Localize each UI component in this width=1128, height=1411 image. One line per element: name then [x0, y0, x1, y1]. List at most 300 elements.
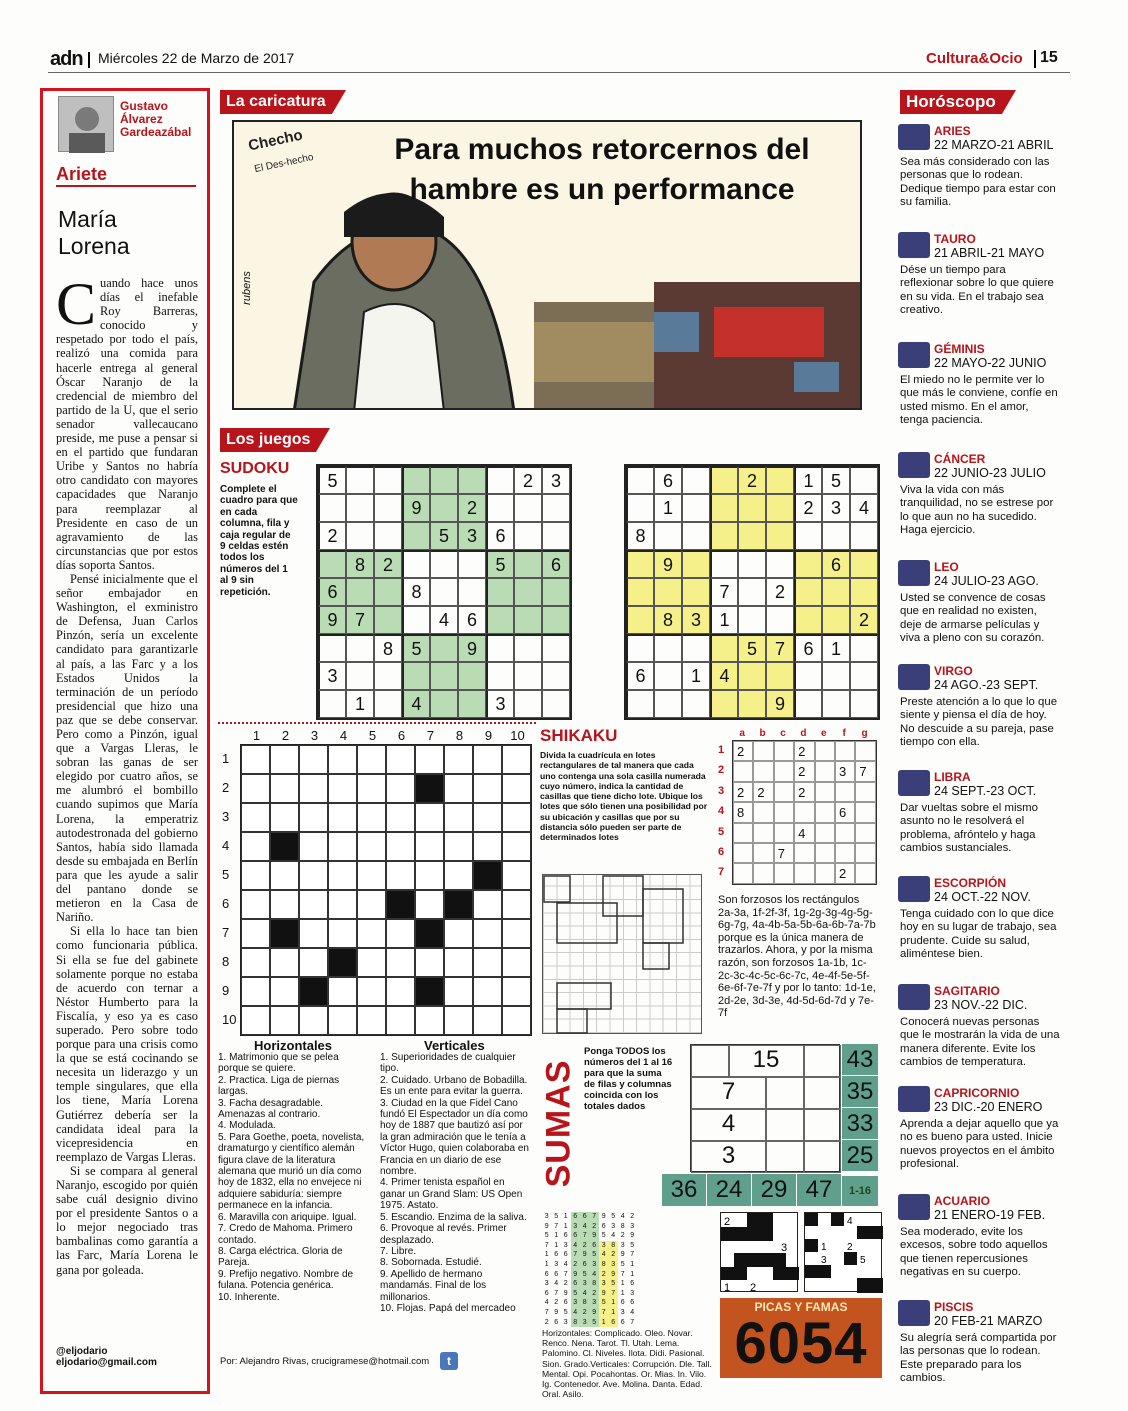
- sudoku-cell[interactable]: [794, 578, 822, 606]
- sudoku-cell[interactable]: [626, 550, 654, 578]
- crossword-cell[interactable]: [444, 948, 473, 977]
- sudoku-cell[interactable]: [682, 550, 710, 578]
- crossword-cell[interactable]: [270, 745, 299, 774]
- sudoku-cell[interactable]: 2: [766, 578, 794, 606]
- sudoku-cell[interactable]: [514, 578, 542, 606]
- shikaku-cell[interactable]: [774, 823, 794, 843]
- sudoku-cell[interactable]: [514, 550, 542, 578]
- crossword-cell[interactable]: [502, 861, 531, 890]
- author-email[interactable]: eljodario@gmail.com: [56, 1357, 157, 1368]
- shikaku-grid[interactable]: [732, 740, 877, 885]
- sudoku-cell[interactable]: [822, 522, 850, 550]
- crossword-cell[interactable]: [386, 803, 415, 832]
- crossword-cell[interactable]: [328, 774, 357, 803]
- crossword-cell[interactable]: [357, 832, 386, 861]
- crossword-cell[interactable]: [473, 774, 502, 803]
- sudoku-cell[interactable]: 6: [318, 578, 346, 606]
- crossword-cell[interactable]: [328, 977, 357, 1006]
- crossword-cell[interactable]: [328, 745, 357, 774]
- sudoku-cell[interactable]: [794, 690, 822, 718]
- sudoku-cell[interactable]: 5: [430, 522, 458, 550]
- shikaku-cell[interactable]: [835, 782, 855, 802]
- shikaku-cell[interactable]: [774, 863, 794, 883]
- sudoku-cell[interactable]: 5: [318, 466, 346, 494]
- shikaku-cell[interactable]: [753, 823, 773, 843]
- crossword-cell[interactable]: [270, 948, 299, 977]
- sudoku-cell[interactable]: [458, 662, 486, 690]
- sudoku-cell[interactable]: [738, 578, 766, 606]
- sudoku-cell[interactable]: 5: [402, 634, 430, 662]
- crossword-cell[interactable]: [386, 1006, 415, 1035]
- sudoku-cell[interactable]: [850, 578, 878, 606]
- sudoku-cell[interactable]: [486, 494, 514, 522]
- crossword-cell[interactable]: [473, 745, 502, 774]
- shikaku-cell[interactable]: 7: [774, 843, 794, 863]
- sudoku-cell[interactable]: [486, 466, 514, 494]
- sudoku-cell[interactable]: 9: [766, 690, 794, 718]
- shikaku-cell[interactable]: [815, 823, 835, 843]
- sudoku-cell[interactable]: 4: [710, 662, 738, 690]
- crossword-cell[interactable]: [415, 803, 444, 832]
- sudoku-cell[interactable]: [542, 662, 570, 690]
- crossword-grid[interactable]: [240, 744, 532, 1036]
- crossword-cell[interactable]: [415, 745, 444, 774]
- crossword-cell[interactable]: [299, 890, 328, 919]
- sudoku-cell[interactable]: [542, 606, 570, 634]
- twitter-handle[interactable]: @eljodario: [56, 1346, 108, 1357]
- crossword-cell[interactable]: [299, 774, 328, 803]
- crossword-cell[interactable]: [386, 948, 415, 977]
- crossword-cell[interactable]: [241, 890, 270, 919]
- sudoku-cell[interactable]: [486, 634, 514, 662]
- sudoku-cell[interactable]: [514, 634, 542, 662]
- shikaku-cell[interactable]: 2: [733, 741, 753, 761]
- sudoku-cell[interactable]: [654, 690, 682, 718]
- crossword-cell[interactable]: [502, 803, 531, 832]
- sudoku-cell[interactable]: [346, 634, 374, 662]
- sudoku-cell[interactable]: 2: [794, 494, 822, 522]
- shikaku-cell[interactable]: [753, 843, 773, 863]
- sudoku-cell[interactable]: [402, 606, 430, 634]
- crossword-cell[interactable]: [357, 774, 386, 803]
- crossword-cell[interactable]: [444, 803, 473, 832]
- shikaku-cell[interactable]: [855, 741, 875, 761]
- sudoku-cell[interactable]: [486, 578, 514, 606]
- crossword-cell[interactable]: [415, 890, 444, 919]
- sudoku-cell[interactable]: 1: [682, 662, 710, 690]
- sudoku-cell[interactable]: 6: [486, 522, 514, 550]
- shikaku-cell[interactable]: [855, 823, 875, 843]
- crossword-cell[interactable]: [473, 1006, 502, 1035]
- crossword-cell[interactable]: [328, 803, 357, 832]
- crossword-cell[interactable]: [299, 919, 328, 948]
- sudoku-cell[interactable]: [430, 690, 458, 718]
- shikaku-cell[interactable]: 2: [835, 863, 855, 883]
- shikaku-cell[interactable]: [815, 843, 835, 863]
- sudoku-cell[interactable]: [626, 606, 654, 634]
- sudoku-cell[interactable]: [850, 466, 878, 494]
- sudoku-cell[interactable]: [766, 494, 794, 522]
- sudoku-cell[interactable]: 2: [738, 466, 766, 494]
- crossword-cell[interactable]: [270, 803, 299, 832]
- sudoku-cell[interactable]: [430, 550, 458, 578]
- sudoku-cell[interactable]: [682, 522, 710, 550]
- sudoku-grid-1[interactable]: [316, 464, 572, 720]
- shikaku-cell[interactable]: [815, 782, 835, 802]
- sudoku-cell[interactable]: 7: [710, 578, 738, 606]
- crossword-cell[interactable]: [473, 977, 502, 1006]
- sudoku-cell[interactable]: [822, 662, 850, 690]
- crossword-cell[interactable]: [444, 832, 473, 861]
- sudoku-cell[interactable]: [626, 634, 654, 662]
- shikaku-cell[interactable]: [815, 741, 835, 761]
- sudoku-cell[interactable]: [626, 466, 654, 494]
- sudoku-cell[interactable]: [738, 606, 766, 634]
- shikaku-cell[interactable]: [835, 741, 855, 761]
- crossword-cell[interactable]: [386, 919, 415, 948]
- sudoku-cell[interactable]: 3: [486, 690, 514, 718]
- sudoku-cell[interactable]: [682, 466, 710, 494]
- sudoku-cell[interactable]: [542, 690, 570, 718]
- crossword-cell[interactable]: [241, 832, 270, 861]
- sudoku-cell[interactable]: 3: [822, 494, 850, 522]
- shikaku-cell[interactable]: [815, 761, 835, 781]
- sudoku-cell[interactable]: [430, 634, 458, 662]
- sudoku-cell[interactable]: [766, 522, 794, 550]
- shikaku-cell[interactable]: [855, 802, 875, 822]
- sudoku-cell[interactable]: 6: [626, 662, 654, 690]
- sudoku-cell[interactable]: [402, 466, 430, 494]
- sudoku-cell[interactable]: [514, 494, 542, 522]
- sudoku-cell[interactable]: [654, 634, 682, 662]
- sudoku-cell[interactable]: 9: [654, 550, 682, 578]
- sudoku-cell[interactable]: [346, 466, 374, 494]
- sudoku-cell[interactable]: 8: [626, 522, 654, 550]
- sudoku-cell[interactable]: [794, 550, 822, 578]
- crossword-cell[interactable]: [415, 861, 444, 890]
- sudoku-cell[interactable]: 3: [682, 606, 710, 634]
- sudoku-cell[interactable]: [822, 606, 850, 634]
- sudoku-cell[interactable]: [766, 550, 794, 578]
- sudoku-cell[interactable]: [654, 522, 682, 550]
- sudoku-cell[interactable]: [710, 522, 738, 550]
- sudoku-cell[interactable]: [402, 550, 430, 578]
- crossword-cell[interactable]: [270, 977, 299, 1006]
- twitter-icon[interactable]: t: [440, 1352, 458, 1370]
- sudoku-cell[interactable]: [738, 494, 766, 522]
- crossword-cell[interactable]: [299, 745, 328, 774]
- sudoku-cell[interactable]: [346, 662, 374, 690]
- sudoku-cell[interactable]: [850, 662, 878, 690]
- crossword-cell[interactable]: [473, 890, 502, 919]
- crossword-cell[interactable]: [415, 1006, 444, 1035]
- sudoku-cell[interactable]: [542, 578, 570, 606]
- crossword-cell[interactable]: [270, 774, 299, 803]
- sudoku-cell[interactable]: [318, 494, 346, 522]
- crossword-cell[interactable]: [444, 774, 473, 803]
- sudoku-cell[interactable]: [710, 494, 738, 522]
- sudoku-cell[interactable]: [486, 606, 514, 634]
- sudoku-cell[interactable]: [430, 578, 458, 606]
- crossword-cell[interactable]: [241, 774, 270, 803]
- sudoku-cell[interactable]: [402, 522, 430, 550]
- sudoku-cell[interactable]: 6: [794, 634, 822, 662]
- crossword-cell[interactable]: [444, 745, 473, 774]
- shikaku-cell[interactable]: [835, 823, 855, 843]
- crossword-cell[interactable]: [299, 832, 328, 861]
- shikaku-cell[interactable]: [794, 802, 814, 822]
- sudoku-cell[interactable]: [654, 662, 682, 690]
- sudoku-cell[interactable]: [682, 634, 710, 662]
- sudoku-cell[interactable]: [346, 494, 374, 522]
- shikaku-cell[interactable]: [753, 863, 773, 883]
- sudoku-grid-2[interactable]: [624, 464, 880, 720]
- sudoku-cell[interactable]: 1: [794, 466, 822, 494]
- sudoku-cell[interactable]: 6: [542, 550, 570, 578]
- crossword-cell[interactable]: [502, 745, 531, 774]
- sudoku-cell[interactable]: 8: [402, 578, 430, 606]
- shikaku-cell[interactable]: [794, 843, 814, 863]
- sudoku-cell[interactable]: [766, 606, 794, 634]
- crossword-cell[interactable]: [502, 948, 531, 977]
- sudoku-cell[interactable]: [850, 522, 878, 550]
- crossword-cell[interactable]: [473, 919, 502, 948]
- sudoku-cell[interactable]: 5: [822, 466, 850, 494]
- shikaku-cell[interactable]: [794, 863, 814, 883]
- crossword-cell[interactable]: [299, 803, 328, 832]
- sudoku-cell[interactable]: [738, 522, 766, 550]
- crossword-cell[interactable]: [415, 832, 444, 861]
- crossword-cell[interactable]: [357, 745, 386, 774]
- shikaku-cell[interactable]: [774, 741, 794, 761]
- sudoku-cell[interactable]: [514, 606, 542, 634]
- sudoku-cell[interactable]: 5: [738, 634, 766, 662]
- sudoku-cell[interactable]: 1: [822, 634, 850, 662]
- shikaku-cell[interactable]: [733, 823, 753, 843]
- shikaku-cell[interactable]: [774, 761, 794, 781]
- sudoku-cell[interactable]: [374, 690, 402, 718]
- crossword-cell[interactable]: [415, 948, 444, 977]
- crossword-cell[interactable]: [444, 919, 473, 948]
- shikaku-cell[interactable]: 2: [753, 782, 773, 802]
- sudoku-cell[interactable]: [430, 662, 458, 690]
- crossword-cell[interactable]: [386, 977, 415, 1006]
- sudoku-cell[interactable]: [318, 634, 346, 662]
- sudoku-cell[interactable]: [458, 466, 486, 494]
- sudoku-cell[interactable]: [738, 550, 766, 578]
- sudoku-cell[interactable]: [346, 578, 374, 606]
- crossword-cell[interactable]: [328, 890, 357, 919]
- sudoku-cell[interactable]: 4: [850, 494, 878, 522]
- crossword-cell[interactable]: [473, 803, 502, 832]
- crossword-cell[interactable]: [299, 861, 328, 890]
- crossword-cell[interactable]: [502, 774, 531, 803]
- crossword-cell[interactable]: [386, 745, 415, 774]
- crossword-cell[interactable]: [357, 919, 386, 948]
- shikaku-cell[interactable]: [855, 843, 875, 863]
- sudoku-cell[interactable]: 8: [346, 550, 374, 578]
- crossword-cell[interactable]: [241, 919, 270, 948]
- crossword-cell[interactable]: [241, 1006, 270, 1035]
- shikaku-cell[interactable]: 2: [794, 741, 814, 761]
- crossword-cell[interactable]: [444, 861, 473, 890]
- sudoku-cell[interactable]: 6: [654, 466, 682, 494]
- shikaku-cell[interactable]: 8: [733, 802, 753, 822]
- sudoku-cell[interactable]: [794, 522, 822, 550]
- shikaku-cell[interactable]: [855, 782, 875, 802]
- sudoku-cell[interactable]: [822, 690, 850, 718]
- sudoku-cell[interactable]: [850, 550, 878, 578]
- sudoku-cell[interactable]: [374, 606, 402, 634]
- crossword-cell[interactable]: [270, 890, 299, 919]
- sudoku-cell[interactable]: [458, 578, 486, 606]
- sudoku-cell[interactable]: [374, 522, 402, 550]
- sudoku-cell[interactable]: 1: [654, 494, 682, 522]
- crossword-cell[interactable]: [473, 832, 502, 861]
- crossword-cell[interactable]: [386, 832, 415, 861]
- sudoku-cell[interactable]: 6: [822, 550, 850, 578]
- sudoku-cell[interactable]: 9: [318, 606, 346, 634]
- sudoku-cell[interactable]: [710, 634, 738, 662]
- shikaku-cell[interactable]: 3: [835, 761, 855, 781]
- sudoku-cell[interactable]: [430, 494, 458, 522]
- sudoku-cell[interactable]: [346, 522, 374, 550]
- sudoku-cell[interactable]: [710, 690, 738, 718]
- shikaku-cell[interactable]: [855, 863, 875, 883]
- crossword-cell[interactable]: [357, 1006, 386, 1035]
- sudoku-cell[interactable]: [710, 466, 738, 494]
- sudoku-cell[interactable]: [374, 494, 402, 522]
- crossword-cell[interactable]: [241, 861, 270, 890]
- crossword-cell[interactable]: [502, 977, 531, 1006]
- sudoku-cell[interactable]: [374, 578, 402, 606]
- sudoku-cell[interactable]: 5: [486, 550, 514, 578]
- sudoku-cell[interactable]: [402, 662, 430, 690]
- crossword-cell[interactable]: [502, 1006, 531, 1035]
- sudoku-cell[interactable]: 1: [710, 606, 738, 634]
- sudoku-cell[interactable]: 2: [514, 466, 542, 494]
- shikaku-cell[interactable]: [774, 802, 794, 822]
- crossword-cell[interactable]: [328, 832, 357, 861]
- crossword-cell[interactable]: [386, 861, 415, 890]
- sudoku-cell[interactable]: [682, 494, 710, 522]
- sudoku-cell[interactable]: [374, 662, 402, 690]
- sudoku-cell[interactable]: [822, 578, 850, 606]
- sudoku-cell[interactable]: 6: [458, 606, 486, 634]
- shikaku-cell[interactable]: 2: [794, 782, 814, 802]
- sumas-grid[interactable]: [690, 1044, 840, 1172]
- sudoku-cell[interactable]: [710, 550, 738, 578]
- shikaku-cell[interactable]: 2: [733, 782, 753, 802]
- sudoku-cell[interactable]: [766, 466, 794, 494]
- sudoku-cell[interactable]: [626, 690, 654, 718]
- crossword-cell[interactable]: [502, 890, 531, 919]
- crossword-cell[interactable]: [357, 803, 386, 832]
- crossword-cell[interactable]: [270, 861, 299, 890]
- crossword-cell[interactable]: [444, 1006, 473, 1035]
- sudoku-cell[interactable]: [542, 522, 570, 550]
- sudoku-cell[interactable]: [738, 690, 766, 718]
- sudoku-cell[interactable]: [766, 662, 794, 690]
- sudoku-cell[interactable]: [318, 690, 346, 718]
- crossword-cell[interactable]: [241, 948, 270, 977]
- sudoku-cell[interactable]: [738, 662, 766, 690]
- sudoku-cell[interactable]: 2: [318, 522, 346, 550]
- sudoku-cell[interactable]: 4: [402, 690, 430, 718]
- crossword-cell[interactable]: [357, 948, 386, 977]
- sudoku-cell[interactable]: [682, 578, 710, 606]
- sudoku-cell[interactable]: [850, 690, 878, 718]
- shikaku-cell[interactable]: 4: [794, 823, 814, 843]
- crossword-cell[interactable]: [241, 745, 270, 774]
- shikaku-cell[interactable]: 6: [835, 802, 855, 822]
- sudoku-cell[interactable]: 9: [458, 634, 486, 662]
- crossword-cell[interactable]: [328, 861, 357, 890]
- shikaku-cell[interactable]: [753, 761, 773, 781]
- sudoku-cell[interactable]: 3: [318, 662, 346, 690]
- sudoku-cell[interactable]: [458, 550, 486, 578]
- sudoku-cell[interactable]: [374, 466, 402, 494]
- crossword-cell[interactable]: [270, 1006, 299, 1035]
- sudoku-cell[interactable]: [458, 690, 486, 718]
- shikaku-cell[interactable]: 2: [794, 761, 814, 781]
- crossword-cell[interactable]: [241, 803, 270, 832]
- shikaku-cell[interactable]: [774, 782, 794, 802]
- sudoku-cell[interactable]: 2: [458, 494, 486, 522]
- crossword-cell[interactable]: [241, 977, 270, 1006]
- crossword-cell[interactable]: [502, 832, 531, 861]
- sudoku-cell[interactable]: 2: [850, 606, 878, 634]
- sudoku-cell[interactable]: 2: [374, 550, 402, 578]
- shikaku-cell[interactable]: [753, 802, 773, 822]
- sudoku-cell[interactable]: 3: [458, 522, 486, 550]
- sudoku-cell[interactable]: [542, 634, 570, 662]
- sudoku-cell[interactable]: [794, 606, 822, 634]
- sudoku-cell[interactable]: 8: [374, 634, 402, 662]
- sudoku-cell[interactable]: [626, 494, 654, 522]
- shikaku-cell[interactable]: [815, 802, 835, 822]
- sudoku-cell[interactable]: 1: [346, 690, 374, 718]
- shikaku-cell[interactable]: [753, 741, 773, 761]
- sudoku-cell[interactable]: 3: [542, 466, 570, 494]
- sudoku-cell[interactable]: 8: [654, 606, 682, 634]
- sudoku-cell[interactable]: [654, 578, 682, 606]
- shikaku-cell[interactable]: [733, 863, 753, 883]
- sudoku-cell[interactable]: [850, 634, 878, 662]
- shikaku-cell[interactable]: [733, 761, 753, 781]
- crossword-cell[interactable]: [386, 774, 415, 803]
- crossword-cell[interactable]: [328, 919, 357, 948]
- crossword-cell[interactable]: [357, 861, 386, 890]
- sudoku-cell[interactable]: [486, 662, 514, 690]
- sudoku-cell[interactable]: 4: [430, 606, 458, 634]
- sudoku-cell[interactable]: [542, 494, 570, 522]
- crossword-cell[interactable]: [328, 1006, 357, 1035]
- sudoku-cell[interactable]: [682, 690, 710, 718]
- shikaku-cell[interactable]: 7: [855, 761, 875, 781]
- sudoku-cell[interactable]: [514, 662, 542, 690]
- sudoku-cell[interactable]: [794, 662, 822, 690]
- shikaku-cell[interactable]: [835, 843, 855, 863]
- sudoku-cell[interactable]: [430, 466, 458, 494]
- crossword-cell[interactable]: [473, 948, 502, 977]
- sudoku-cell[interactable]: [318, 550, 346, 578]
- sudoku-cell[interactable]: 9: [402, 494, 430, 522]
- crossword-cell[interactable]: [357, 890, 386, 919]
- sudoku-cell[interactable]: [514, 690, 542, 718]
- crossword-cell[interactable]: [299, 948, 328, 977]
- crossword-cell[interactable]: [357, 977, 386, 1006]
